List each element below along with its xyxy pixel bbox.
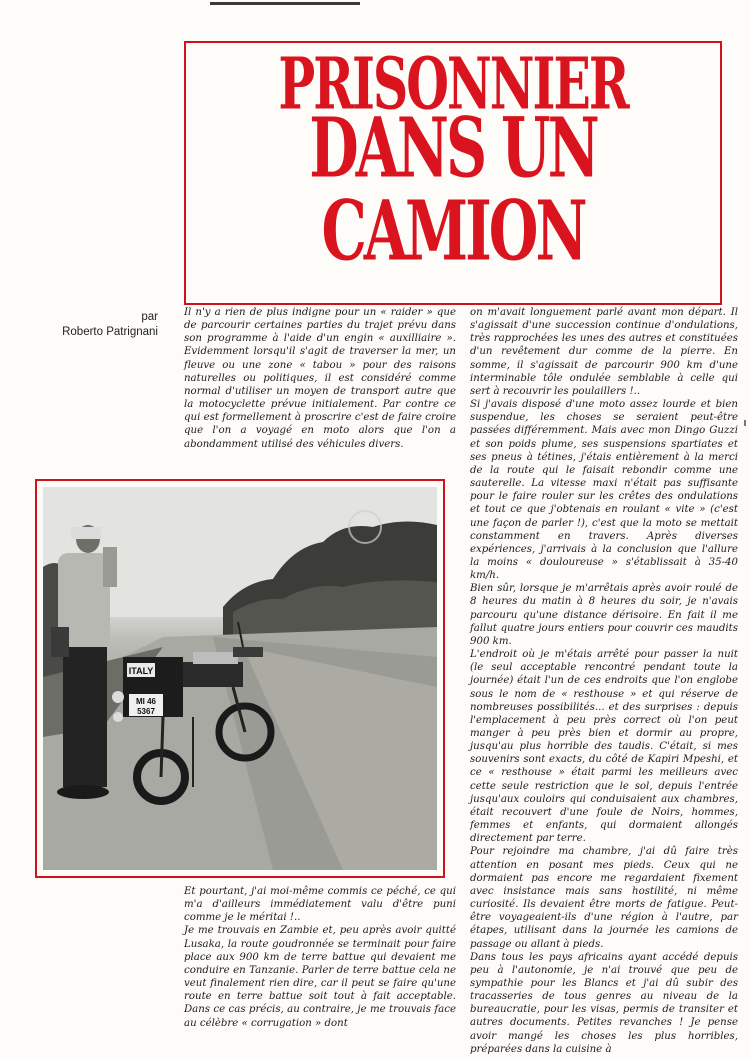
plate-number-line-2: 5367 bbox=[137, 707, 155, 716]
paragraph-right-6: Dans tous les pays africains ayant accédé depuis peu à l'autonomie, je n'ai trouvé que peu de sympathie pour les Blancs et j'ai dû subir des tracasseries de tous genres au niveau de la bureaucratie, pour les visas, permis de transiter et autres documents. Petites revanches ! Je pense avoir mangé les choses les plus horribles, préparées dans la cuisine à bbox=[470, 951, 738, 1055]
paragraph-intro: Il n'y a rien de plus indigne pour un « raider » que de parcourir certaines parties du trajet prévu dans son programme à l'aide d'un engin « auxilliaire ». Evidemment lorsqu'il s'agit de traverser la mer, un fleuve ou une zone « tabou » pour des raisons naturelles ou politiques, il est considéré comme normal d'utiliser un moyen de transport autre que la motocyclette prévue initialement. Par contre ce qui est formellement à proscrire c'est de faire croire que l'on a voyagé en moto alors que l'on a abondamment utilisé des véhicules divers. bbox=[184, 307, 456, 450]
byline-author: Roberto Patrignani bbox=[62, 326, 158, 338]
article-column-right bbox=[470, 306, 738, 1056]
plate-number-line-1: MI 46 bbox=[135, 697, 157, 706]
article-column-left-top bbox=[184, 306, 456, 451]
paragraph-left-1: Et pourtant, j'ai moi-même commis ce péché, ce qui m'a d'ailleurs immédiatement valu d'être puni comme je le méritai !.. bbox=[184, 886, 456, 924]
top-rule bbox=[210, 2, 360, 5]
paragraph-right-5: Pour rejoindre ma chambre, j'ai dû faire très attention en posant mes pieds. Ceux qui ne dormaient pas encore me regardaient fixement avec insistance mais sans hostilité, ni même curiosité. Ils devaient être morts de fatigue. Peut-être voyageaient-ils d'une région à l'autre, par étapes, utilisant dans la journée les camions de passage ou allant à pieds. bbox=[470, 846, 738, 950]
paragraph-right-4: L'endroit où je m'étais arrêté pour passer la nuit (le seul acceptable rencontré pendant toute la journée) était l'un de ces endroits que l'on englobe sous le nom de « resthouse » et qui réserve de nombreuses possibilités... et des surprises : depuis l'emplacement à peu près correct où l'on peut manger à peu près bien et dormir au propre, jusqu'au plus horrible des taudis. C'était, si mes souvenirs sont exacts, du côté de Kapiri Mpeshi, et ce « resthouse » était parmi les meilleurs avec cette seule restriction que le sol, depuis l'entrée jusqu'aux couloirs qui conduisaient aux chambres, était recouvert d'une foule de Noirs, hommes, femmes et enfants, qui dormaient allongés directement par terre. bbox=[470, 649, 738, 845]
edge-mark bbox=[744, 420, 746, 426]
article-column-left-bottom bbox=[184, 885, 456, 1030]
paragraph-right-3: Bien sûr, lorsque je m'arrêtais après avoir roulé de 8 heures du matin à 8 heures du soir, je n'avais parcouru qu'une distance dérisoire. En fait il me fallut quatre jours entiers pour couvrir ces maudits 900 km. bbox=[470, 583, 738, 647]
byline-prefix: par bbox=[141, 311, 158, 323]
title-line-1: PRISONNIER bbox=[278, 41, 628, 126]
paragraph-right-1: on m'avait longuement parlé avant mon départ. Il s'agissait d'une succession continue d'ondulations, très rapprochées les unes des autres et constituées d'un revêtement dur comme de la pierre. En somme, il s'agissait de parcourir 900 km d'une interminable tôle ondulée semblable à celle qui sert à recouvrir les poulaillers !.. bbox=[470, 307, 738, 397]
photo-frame bbox=[35, 479, 445, 878]
paragraph-left-2: Je me trouvais en Zambie et, peu après avoir quitté Lusaka, la route goudronnée se terminait pour faire place aux 900 km de terre battue qui devaient me conduire en Tanzanie. Parler de terre battue cela ne veut finalement rien dire, car il peut se faire qu'une route en terre battue soit tout à fait acceptable. Dans ce cas précis, au contraire, je me trouvais face au célèbre « corrugation » dont bbox=[184, 925, 456, 1029]
title-line-2: DANS UN CAMION bbox=[309, 99, 597, 280]
plate-country: ITALY bbox=[128, 666, 154, 676]
paragraph-right-2: Si j'avais disposé d'une moto assez lourde et bien suspendue, les choses se seraient peut-être passées différemment. Mais avec mon Dingo Guzzi et son poids plume, ses suspensions spartiates et ses pneus à tétines, j'étais entièrement à la merci de la route qui le faisait rebondir comme une sauterelle. La vitesse maxi n'était pas suffisante pour le faire rouler sur les crêtes des ondulations et tout ce que j'obtenais en roulant « vite » (c'est une façon de parler !), c'est que la moto se mettait constamment en travers. Après diverses expériences, j'arrivais à la conclusion que l'allure la moins « douloureuse » s'établissait à 35-40 km/h. bbox=[470, 399, 738, 582]
motorcycle-photo bbox=[43, 487, 437, 870]
byline bbox=[40, 310, 158, 340]
title-box bbox=[184, 41, 722, 305]
